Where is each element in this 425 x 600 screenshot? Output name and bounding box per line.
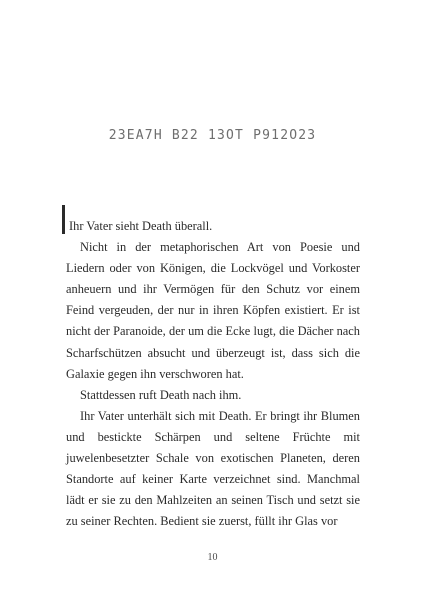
paragraph: Ihr Vater unterhält sich mit Death. Er bringt ihr Blumen und bestickte Schärpen und seltene Früchte mit juwelenbesetzter Schale von exotischen Planeten, deren Standorte auf keiner Karte verzeichnet sind. Manchmal lädt er sie zu den Mahlzeiten an seinen Tisch und setzt sie zu seiner Rechten. Bedient sie zuerst, füllt ihr Glas vor: [66, 408, 360, 529]
body-text: [66, 216, 360, 532]
paragraph: Nicht in der metaphorischen Art von Poesie und Liedern oder von Königen, die Lockvögel und Vorkoster anheuern und ihr Vermögen für den Schutz vor einem Feind vergeuden, der nur in ihren Köpfen existiert. Er ist nicht der Paranoide, der um die Ecke lugt, die Dächer nach Scharfschützen absucht und überzeugt ist, dass sich die Galaxie gegen ihn verschworen hat.: [66, 240, 360, 381]
chapter-title: 23EA7H B22 13OT P912O23: [108, 128, 317, 143]
initial-bar-ornament: [62, 205, 65, 234]
opening-paragraph: [66, 216, 360, 237]
paragraph: Stattdessen ruft Death nach ihm.: [80, 387, 242, 402]
paragraph-text: Ihr Vater sieht Death überall.: [69, 219, 213, 233]
page-number: 10: [207, 552, 218, 563]
